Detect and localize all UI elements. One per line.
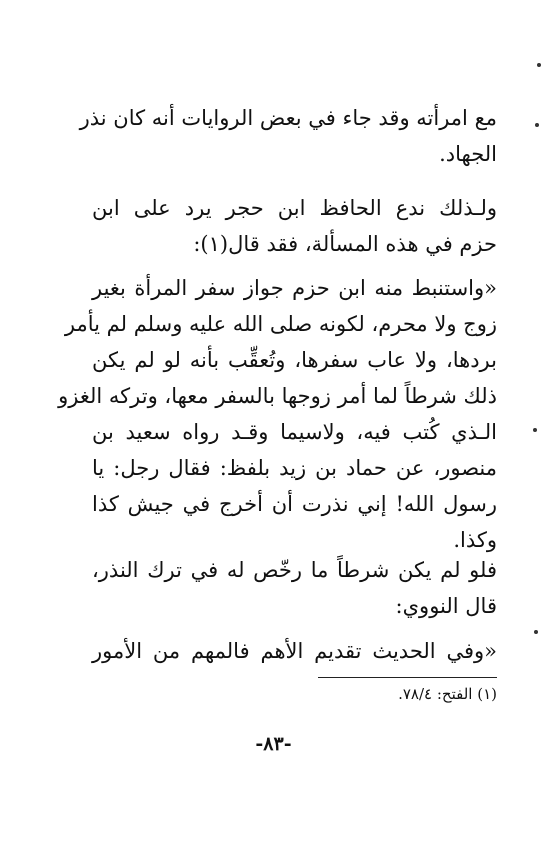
quotation-paragraph [58, 270, 497, 558]
footnote: (١) الفتح: ٧٨/٤. [398, 685, 497, 703]
paragraph-4 [92, 552, 497, 624]
footnote-divider [318, 677, 497, 678]
text-line: ولـذلك ندع الحافظ ابن حجر يرد على ابن [92, 196, 497, 220]
text-line: رسول الله! إني نذرت أن أخرج في جيش كذا [92, 492, 497, 516]
scan-speck [537, 63, 541, 67]
text-line: مع امرأته وقد جاء في بعض الروايات أنه كان نذر [79, 106, 497, 130]
scan-speck [533, 428, 537, 432]
scan-speck [534, 630, 538, 634]
scan-speck [535, 123, 539, 127]
text-line: الـذي كُتب فيه، ولاسيما وقـد رواه سعيد بن [92, 420, 497, 444]
text-line: منصور، عن حماد بن زيد بلفظ: فقال رجل: يا [92, 456, 497, 480]
paragraph-1 [79, 100, 497, 172]
page-number: -٨٣- [255, 733, 292, 755]
text-line: فلو لم يكن شرطاً ما رخّص له في ترك النذر، [92, 558, 497, 582]
text-line: قال النووي: [395, 594, 497, 618]
text-line: «وفي الحديث تقديم الأهم فالمهم من الأمور [92, 639, 497, 663]
text-line: بردها، ولا عاب سفرها، وتُعقِّب بأنه لو لم يكن [92, 348, 497, 372]
text-line: وكذا. [453, 528, 497, 552]
text-line: حزم في هذه المسألة، فقد قال(١): [193, 232, 497, 256]
text-line: زوج ولا محرم، لكونه صلى الله عليه وسلم لم يأمر [64, 312, 497, 336]
paragraph-5 [92, 633, 497, 669]
text-line: الجهاد. [439, 142, 497, 166]
text-line: ذلك شرطاً لما أمر زوجها بالسفر معها، وتركه الغزو [58, 384, 497, 408]
paragraph-2 [92, 190, 497, 262]
text-line: «واستنبط منه ابن حزم جواز سفر المرأة بغير [92, 276, 497, 300]
